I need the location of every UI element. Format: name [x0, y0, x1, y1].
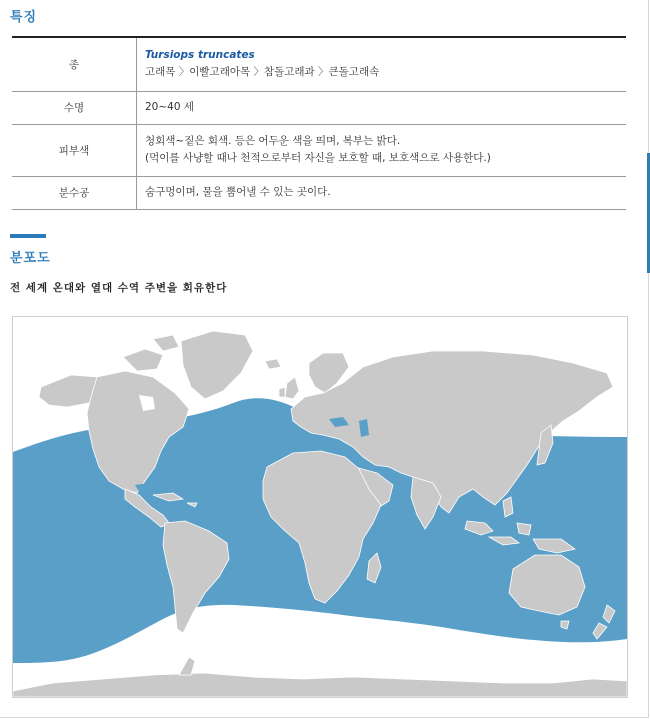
- row-value-skin: [137, 124, 627, 176]
- features-title: 특징: [10, 10, 38, 25]
- row-label-lifespan: 수명: [12, 91, 137, 124]
- features-table: [12, 36, 626, 210]
- table-row: [12, 176, 626, 209]
- row-label-blowhole: 분수공: [12, 176, 137, 209]
- row-value-lifespan: 20~40 세: [145, 101, 195, 113]
- taxonomy-text: 고래목 〉이빨고래아목 〉참돌고래과 〉큰돌고래속: [145, 66, 380, 79]
- row-value-blowhole: 숨구멍이며, 물을 뿜어낼 수 있는 곳이다.: [145, 186, 331, 198]
- world-map: [13, 317, 627, 697]
- row-label-skin: 피부색: [12, 124, 137, 176]
- skin-text-1: 청회색~짙은 회색. 등은 어두운 색을 띄며, 복부는 밝다.: [145, 135, 401, 147]
- distribution-map: [12, 316, 628, 698]
- table-row: [12, 91, 626, 124]
- table-row: [12, 37, 626, 91]
- skin-text-2: (먹이를 사냥할 때나 천적으로부터 자신을 보호할 때, 보호색으로 사용한다.): [145, 152, 491, 164]
- distribution-title: 분포도: [10, 251, 51, 266]
- distribution-description: 전 세계 온대와 열대 수역 주변을 회유한다: [10, 282, 228, 294]
- section-accent-bar: [10, 234, 46, 238]
- row-label-species: 종: [12, 37, 137, 91]
- table-row: [12, 124, 626, 176]
- scientific-name: Tursiops truncates: [145, 49, 255, 62]
- row-value-species: [137, 37, 627, 91]
